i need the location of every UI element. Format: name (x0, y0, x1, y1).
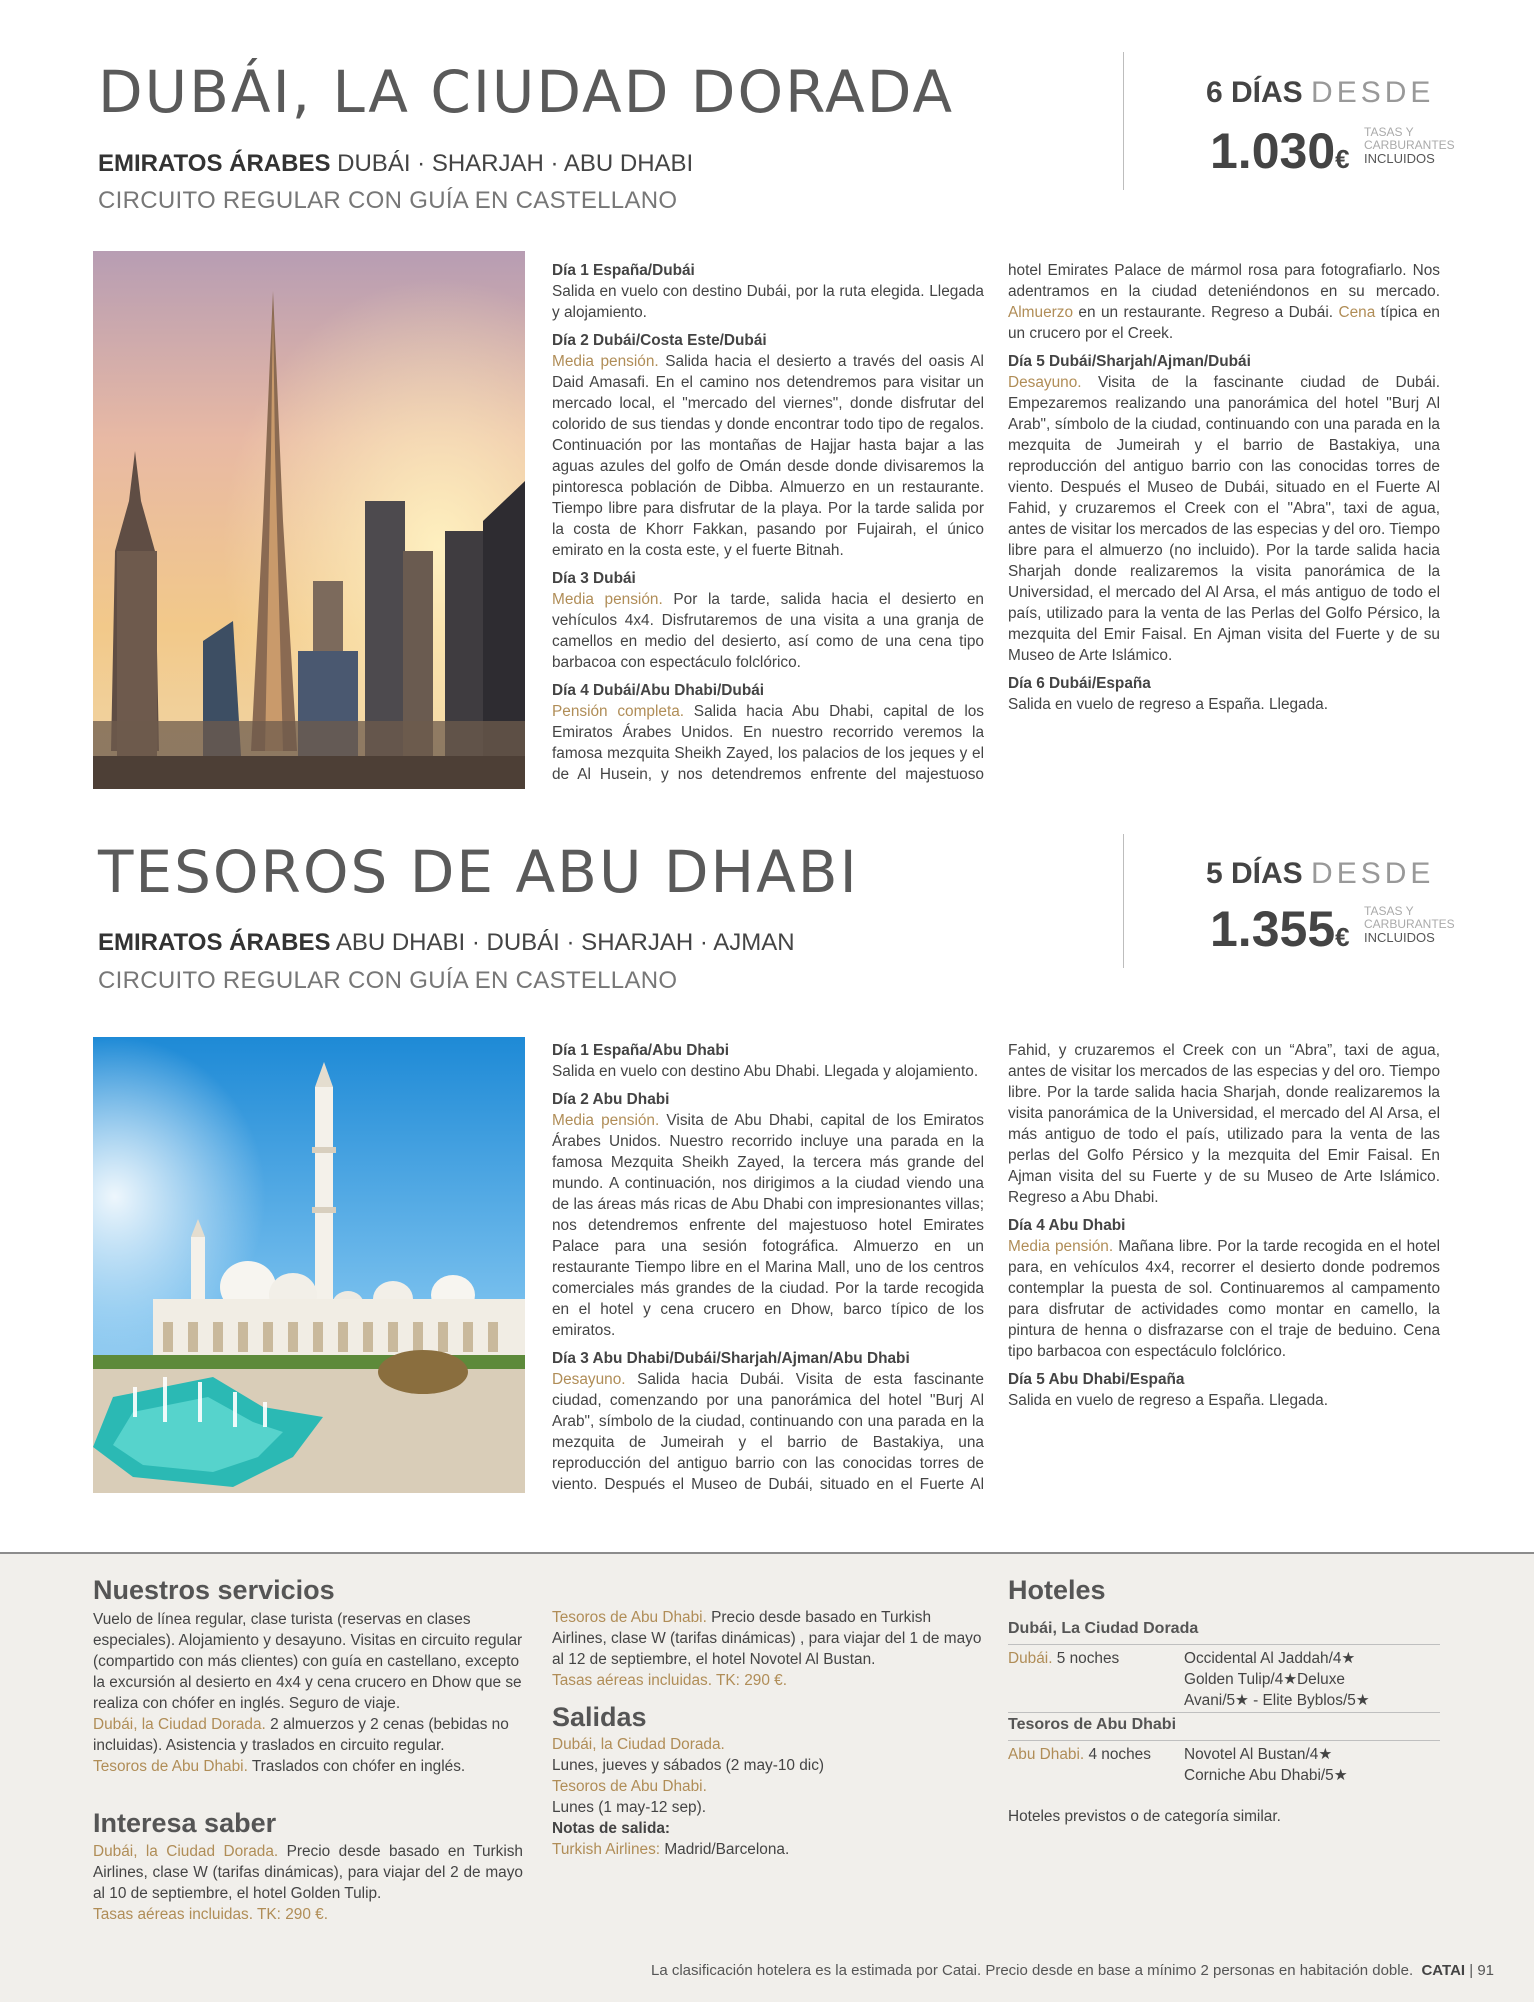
hoteles-sec1-divider (1008, 1644, 1440, 1645)
trip1-day2-meal: Media pensión. (552, 353, 659, 370)
trip1-subtitle (98, 150, 693, 178)
servicios-dubai-text: 2 almuerzos y 2 cenas (bebidas no incluidas). Asistencia y traslados en circuito regular. (93, 1716, 509, 1754)
trip1-day5-text (1008, 372, 1440, 666)
hoteles-sec1-city (1008, 1648, 1119, 1669)
trip1-day3-body: Por la tarde, salida hacia el desierto en vehículos 4x4. Disfrutaremos de una visita a una granja de camellos en medio del desierto, así como de una cena tipo barbacoa con espectáculo folclórico. (552, 591, 984, 671)
trip2-price-value: 1.355 (1210, 901, 1336, 957)
servicios-abu-text: Traslados con chófer en inglés. (247, 1758, 466, 1775)
page-footer (651, 1962, 1494, 1979)
hoteles-sec2-divider (1008, 1740, 1440, 1741)
salidas-abu-label: Tesoros de Abu Dhabi. (552, 1778, 707, 1795)
trip1-day6-text: Salida en vuelo de regreso a España. Llegada. (1008, 696, 1329, 713)
interesa-abu (552, 1607, 984, 1691)
footer-text: La clasificación hotelera es la estimada por Catai. Precio desde en base a mínimo 2 personas en habitación doble. (651, 1962, 1414, 1979)
servicios-dubai-label: Dubái, la Ciudad Dorada. (93, 1716, 266, 1733)
trip2-day5-title: Día 5 Abu Dhabi/España (1008, 1371, 1185, 1388)
salidas-notas-label: Notas de salida: (552, 1820, 671, 1837)
trip2-desde: DESDE (1311, 857, 1435, 890)
trip1-day2-text (552, 351, 984, 561)
servicios-abu-label: Tesoros de Abu Dhabi. (93, 1758, 248, 1775)
salidas-dubai-text: Lunes, jueves y sábados (2 may-10 dic) (552, 1757, 825, 1774)
trip2-divider (1123, 834, 1124, 968)
trip1-price (1210, 122, 1350, 180)
trip2-day3-meal: Desayuno. (552, 1371, 626, 1388)
trip2-cities: ABU DHABI · DUBÁI · SHARJAH · AJMAN (335, 929, 795, 956)
hoteles-sec1-list (1184, 1648, 1370, 1711)
trip2-region: EMIRATOS ÁRABES (98, 929, 331, 956)
trip1-days (1206, 76, 1434, 110)
trip2-day3-continued: Fahid, y cruzaremos el Creek con un “Abra”, taxi de agua, antes de visitar los mercados de las especias y del oro. Tiempo libre. Por la tarde salida hacia Sharjah, donde realizaremos la visita panorámica de la Universidad, el mercado del Al Arsa, el más antiguo de todo el país, utilizado para la venta de las perlas del Golfo Pérsico y la mezquita del Emir Faisal. En Ajman visita del su Fuerte y de su Museo de Arte Islámico. Regreso a Abu Dhabi. (1008, 1042, 1441, 1206)
trip2-day2-text (552, 1110, 984, 1341)
trip1-day1-text: Salida en vuelo con destino Dubái, por la ruta elegida. Llegada y alojamiento. (552, 283, 984, 321)
servicios-dubai (93, 1714, 523, 1756)
trip1-itinerary-col2 (1008, 260, 1440, 715)
trip1-day5-body: Visita de la fascinante ciudad de Dubái. Empezaremos realizando una panorámica del hotel "Burj Al Arab", símbolo de la ciudad, continuando con una parada en la mezquita de Jumeirah y el barrio de Bastakiya, una reproducción del antiguo barrio con las conocidas torres de viento. Después el Museo de Dubái, situado en el Fuerte Al Fahid, y cruzaremos el Creek con el "Abra", taxi de agua, antes de visitar los mercados de las especias y del oro. Tiempo libre para el almuerzo (no incluido). Por la tarde salida hacia Sharjah donde realizaremos la visita panorámica de la Universidad, el mercado del Al Arsa, el más antiguo de todo el país, utilizado para la venta de las Perlas del Golfo Pérsico, la mezquita del Emir Faisal. En Ajman visita del Fuerte y de su Museo de Arte Islámico. (1008, 374, 1441, 664)
trip2-tasas-line2: CARBURANTES (1364, 917, 1455, 931)
hotel-item: Avani/5★ - Elite Byblos/5★ (1184, 1692, 1370, 1709)
trip1-day2-body: Salida hacia el desierto a través del oasis Al Daid Amasafi. En el camino nos detendremos para visitar un mercado local, el "mercado del viernes", donde disfrutar del colorido de sus tiendas y donde encontrar todo tipo de regalos. Continuación por las montañas de Hajjar hasta bajar a las aguas azules del golfo de Omán desde donde divisaremos la pintoresca población de Dibba. Almuerzo en un restaurante. Tiempo libre para disfrutar de la playa. Por la tarde salida por la costa de Khorr Fakkan, pasando por Fujairah, el único emirato en la costa este, y el fuerte Bitnah. (552, 353, 984, 559)
trip2-subtitle (98, 929, 795, 957)
hoteles-sec1-city-label: Dubái. (1008, 1650, 1053, 1667)
trip2-itinerary-col1 (552, 1040, 984, 1495)
trip2-title: TESOROS DE ABU DHABI (98, 838, 859, 906)
trip2-day1-title: Día 1 España/Abu Dhabi (552, 1042, 730, 1059)
interesa-heading: Interesa saber (93, 1808, 277, 1838)
trip1-price-value: 1.030 (1210, 123, 1336, 179)
hoteles-sec2-list (1184, 1744, 1348, 1786)
trip1-divider (1123, 52, 1124, 190)
trip2-tasas (1364, 905, 1455, 944)
interesa-abu-label: Tesoros de Abu Dhabi. (552, 1609, 707, 1626)
salidas-abu-text: Lunes (1 may-12 sep). (552, 1799, 706, 1816)
trip1-tasas-line2: CARBURANTES (1364, 138, 1455, 152)
trip2-day4-meal: Media pensión. (1008, 1238, 1114, 1255)
hoteles-sec2-city-label: Abu Dhabi. (1008, 1746, 1085, 1763)
trip2-days-count: 5 DÍAS (1206, 857, 1303, 890)
salidas-notas-text: Madrid/Barcelona. (660, 1841, 790, 1858)
trip2-circuit: CIRCUITO REGULAR CON GUÍA EN CASTELLANO (98, 967, 678, 994)
trip1-day3-text (552, 589, 984, 673)
trip2-tasas-line1: TASAS Y (1364, 904, 1414, 918)
trip2-day3-title: Día 3 Abu Dhabi/Dubái/Sharjah/Ajman/Abu Dhabi (552, 1350, 910, 1367)
interesa-abu-text: Precio desde basado en Turkish Airlines, clase W (tarifas dinámicas) , para viajar del 1 de mayo al 12 de septiembre, el hotel Novotel Al Bustan. (552, 1609, 982, 1668)
trip2-day2-meal: Media pensión. (552, 1112, 660, 1129)
servicios-body: Vuelo de línea regular, clase turista (reservas en clases especiales). Alojamiento y desayuno. Visitas en circuito regular (compartido con más clientes) con guía en castellano, excepto la excursión al desierto en 4x4 y cena crucero en Dhow que se realiza con chófer en inglés. Seguro de viaje. (93, 1611, 523, 1712)
trip1-day3-title: Día 3 Dubái (552, 570, 636, 587)
salidas-text (552, 1734, 984, 1860)
trip1-days-count: 6 DÍAS (1206, 76, 1303, 109)
interesa-abu-tasas: Tasas aéreas incluidas. TK: 290 €. (552, 1672, 787, 1689)
servicios-heading: Nuestros servicios (93, 1575, 335, 1605)
hotel-item: Golden Tulip/4★Deluxe (1184, 1671, 1345, 1688)
trip2-tasas-line3: INCLUIDOS (1364, 930, 1435, 945)
trip2-day2-body: Visita de Abu Dhabi, capital de los Emiratos Árabes Unidos. Nuestro recorrido incluye una parada en la famosa Mezquita Sheikh Zayed, la tercera más grande del mundo. A continuación, nos dirigimos a la ciudad viendo una de las áreas más ricas de Abu Dhabi con impresionantes villas; nos detendremos enfrente del majestuoso hotel Emirates Palace para una sesión fotográfica. Almuerzo en un restaurante Tiempo libre en el Marina Mall, uno de los centros comerciales más grandes de la ciudad. Por la tarde recogida en el hotel y cena crucero en Dhow, barco típico de los emiratos. (552, 1112, 984, 1339)
salidas-dubai-label: Dubái, la Ciudad Dorada. (552, 1736, 725, 1753)
trip1-day4-body: Salida hacia Abu Dhabi, capital de los Emiratos Árabes Unidos. En nuestro recorrido veremos la famosa mezquita Sheikh Zayed, los palacios de los jeques y el de Al Husein, y nos detendremos enfrente del majestuoso (552, 703, 984, 783)
trip2-day1-text: Salida en vuelo con destino Abu Dhabi. Llegada y alojamiento. (552, 1063, 979, 1080)
trip1-day4-continued: hotel Emirates Palace de mármol rosa para fotografiarlo. Nos adentramos en la ciudad deteniéndonos en su mercado. Almuerzo en un restaurante. Regreso a Dubái. Cena típica en un crucero por el Creek. (1008, 262, 1440, 342)
trip2-day5-text: Salida en vuelo de regreso a España. Llegada. (1008, 1392, 1329, 1409)
hoteles-sec1-nights: 5 noches (1056, 1650, 1120, 1667)
trip1-day4-text (552, 701, 984, 785)
trip1-title: DUBÁI, LA CIUDAD DORADA (98, 58, 955, 126)
hotel-item: Corniche Abu Dhabi/5★ (1184, 1767, 1348, 1784)
trip1-region: EMIRATOS ÁRABES (98, 150, 331, 177)
trip2-itinerary-col2 (1008, 1040, 1440, 1411)
trip1-day6-title: Día 6 Dubái/España (1008, 675, 1151, 692)
trip1-day5-title: Día 5 Dubái/Sharjah/Ajman/Dubái (1008, 353, 1251, 370)
mosque-photo (93, 1037, 525, 1493)
trip1-day1-title: Día 1 España/Dubái (552, 262, 695, 279)
trip2-day4-text (1008, 1236, 1440, 1362)
hoteles-sec2-title: Tesoros de Abu Dhabi (1008, 1716, 1177, 1733)
trip1-price-currency: € (1335, 144, 1350, 174)
hotel-item: Novotel Al Bustan/4★ (1184, 1746, 1333, 1763)
trip1-tasas-line1: TASAS Y (1364, 125, 1414, 139)
trip2-price-currency: € (1335, 922, 1350, 952)
trip2-day3-body: Salida hacia Dubái. Visita de esta fascinante ciudad, comenzando por una panorámica del hotel "Burj Al Arab", símbolo de la ciudad, continuando con una parada en la mezquita de Jumeirah y el barrio de Bastakiya, una reproducción del antiguo barrio con las conocidas torres de viento. Después el Museo de Dubái, situado en el Fuerte Al (552, 1371, 984, 1493)
interesa-dubai (93, 1841, 523, 1925)
servicios-abu (93, 1756, 523, 1777)
trip1-day2-title: Día 2 Dubái/Costa Este/Dubái (552, 332, 767, 349)
footer-brand: CATAI (1421, 1962, 1466, 1979)
hoteles-heading: Hoteles (1008, 1575, 1106, 1605)
trip2-day3-text (552, 1369, 984, 1495)
salidas-notas-airline: Turkish Airlines: (552, 1841, 661, 1858)
trip1-desde: DESDE (1311, 76, 1435, 109)
trip2-day4-title: Día 4 Abu Dhabi (1008, 1217, 1126, 1234)
trip1-itinerary-col1 (552, 260, 984, 785)
page-number: | 91 (1469, 1962, 1494, 1979)
trip2-day4-body: Mañana libre. Por la tarde recogida en el hotel para, en vehículos 4x4, recorrer el desierto donde podremos contemplar la puesta de sol. Continuaremos al campamento para disfrutar de actividades como montar en camello, la pintura de henna o disfrazarse con el traje de beduino. Cena tipo barbacoa con espectáculo folclórico. (1008, 1238, 1440, 1360)
trip2-price (1210, 900, 1350, 958)
servicios-text (93, 1609, 523, 1777)
interesa-dubai-label: Dubái, la Ciudad Dorada. (93, 1843, 279, 1860)
salidas-heading: Salidas (552, 1702, 647, 1732)
trip1-circuit: CIRCUITO REGULAR CON GUÍA EN CASTELLANO (98, 187, 678, 214)
hoteles-sec2-divider-top (1008, 1712, 1440, 1713)
trip1-day4-title: Día 4 Dubái/Abu Dhabi/Dubái (552, 682, 765, 699)
dubai-skyline-photo (93, 251, 525, 789)
hoteles-sec1-title: Dubái, La Ciudad Dorada (1008, 1620, 1199, 1637)
hoteles-sec2-nights: 4 noches (1088, 1746, 1151, 1763)
interesa-dubai-text: Precio desde basado en Turkish Airlines, clase W (tarifas dinámicas), para viajar del 2 de mayo al 10 de septiembre, el hotel Golden Tulip. (93, 1843, 523, 1902)
interesa-dubai-tasas: Tasas aéreas incluidas. TK: 290 €. (93, 1906, 328, 1923)
trip1-day4-meal: Pensión completa. (552, 703, 685, 720)
trip1-cities: DUBÁI · SHARJAH · ABU DHABI (337, 150, 694, 177)
trip1-day5-meal: Desayuno. (1008, 374, 1082, 391)
hoteles-sec2-city (1008, 1744, 1151, 1765)
trip1-tasas-line3: INCLUIDOS (1364, 151, 1435, 166)
hoteles-note: Hoteles previstos o de categoría similar. (1008, 1808, 1281, 1825)
hotel-item: Occidental Al Jaddah/4★ (1184, 1650, 1356, 1667)
trip1-day3-meal: Media pensión. (552, 591, 663, 608)
trip1-tasas (1364, 126, 1455, 165)
trip2-days (1206, 857, 1434, 891)
trip2-day2-title: Día 2 Abu Dhabi (552, 1091, 670, 1108)
